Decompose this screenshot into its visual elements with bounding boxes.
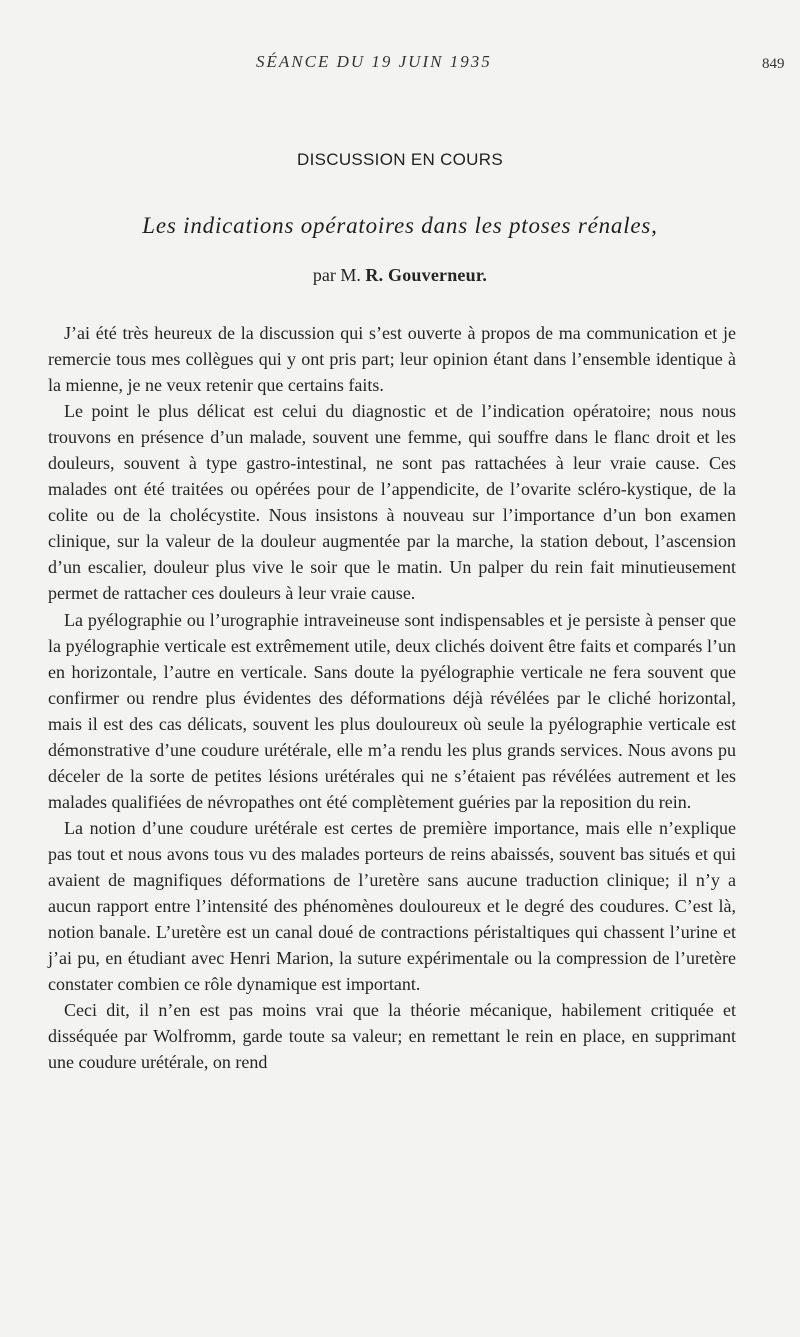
author-name: R. Gouverneur.: [365, 265, 488, 285]
byline: [0, 265, 800, 286]
byline-prefix: par M.: [312, 265, 361, 285]
running-title: SÉANCE DU 19 JUIN 1935: [256, 52, 492, 71]
paragraph: La pyélographie ou l’urographie intraveineuse sont indispensables et je persiste à penser que la pyélographie verticale est extrêmement utile, deux clichés doivent être faits et comparés l’un en horizontale, l’autre en verticale. Sans doute la pyélographie verticale ne fera souvent que confirmer ou rendre plus évidentes des déformations déjà révélées par le cliché horizontal, mais il est des cas délicats, souvent les plus douloureux où seule la pyélographie verticale est démonstrative d’une coudure urétérale, elle m’a rendu les plus grands services. Nous avons pu déceler de la sorte de petites lésions urétérales qui ne s’étaient pas révélées autrement et les malades qualifiées de névropathes ont été complètement guéries par la reposition du rein.: [48, 609, 736, 812]
paragraph: J’ai été très heureux de la discussion qui s’est ouverte à propos de ma communication et je remercie tous mes collègues qui y ont pris part; leur opinion étant dans l’ensemble identique à la mienne, je ne veux retenir que certains faits.: [48, 323, 736, 396]
paragraph: La notion d’une coudure urétérale est certes de première importance, mais elle n’explique pas tout et nous avons tous vu des malades porteurs de reins abaissés, souvent bas situés et qui avaient de magnifiques déformations de l’uretère sans aucune traduction clinique; il n’y a aucun rapport entre l’intensité des phénomènes douloureux et le degré des coudures. C’est là, notion banale. L’uretère est un canal doué de contractions péristaltiques qui chassent l’urine et j’ai pu, en étudiant avec Henri Marion, la suture expérimentale ou la compression de l’uretère constater combien ce rôle dynamique est important.: [48, 817, 736, 995]
running-header: [0, 52, 800, 76]
section-title: DISCUSSION EN COURS: [297, 150, 503, 169]
paragraph: Ceci dit, il n’en est pas moins vrai que la théorie mécanique, habilement critiquée et disséquée par Wolfromm, garde toute sa valeur; en remettant le rein en place, en supprimant une coudure urétérale, on rend: [48, 1000, 736, 1073]
article-body: [48, 320, 736, 1075]
paragraph: Le point le plus délicat est celui du diagnostic et de l’indication opératoire; nous nous trouvons en présence d’un malade, souvent une femme, qui souffre dans le flanc droit et les douleurs, souvent à type gastro-intestinal, ne sont pas rattachées à leur vraie cause. Ces malades ont été traitées ou opérées pour de l’appendicite, de l’ovarite scléro-kystique, de la colite ou de la cholécystite. Nous insistons à nouveau sur l’importance d’un bon examen clinique, sur la valeur de la douleur augmentée par la marche, la station debout, l’ascension d’un escalier, douleur plus vive le soir que le matin. Un palper du rein fait minutieusement permet de rattacher ces douleurs à leur vraie cause.: [48, 401, 736, 604]
article-title: Les indications opératoires dans les ptoses rénales,: [142, 213, 658, 238]
page-number: 849: [762, 56, 785, 72]
